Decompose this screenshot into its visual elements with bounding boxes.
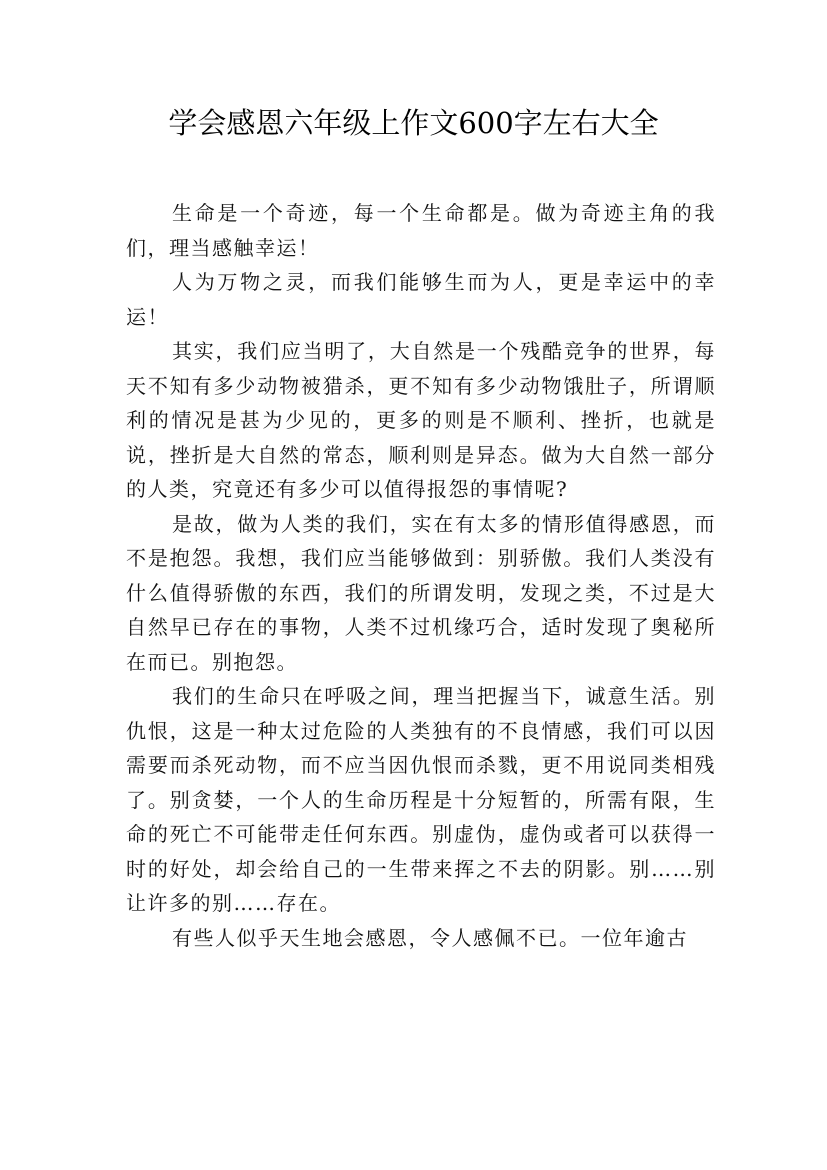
paragraph-5: 我们的生命只在呼吸之间，理当把握当下，诚意生活。别仇恨，这是一种太过危险的人类独有的不良情感，我们可以因需要而杀死动物，而不应当因仇恨而杀戮，更不用说同类相残了。别贪婪，一个人的生命历程是十分短暂的，所需有限，生命的死亡不可能带走任何东西。别虚伪，虚伪或者可以获得一时的好处，却会给自己的一生带来挥之不去的阴影。别……别让许多的别……存在。 xyxy=(126,684,716,915)
paragraph-1: 生命是一个奇迹，每一个生命都是。做为奇迹主角的我们，理当感触幸运！ xyxy=(126,201,716,260)
paragraph-4: 是故，做为人类的我们，实在有太多的情形值得感恩，而不是抱怨。我想，我们应当能够做到：别骄傲。我们人类没有什么值得骄傲的东西，我们的所谓发明，发现之类，不过是大自然早已存在的事物，人类不过机缘巧合，适时发现了奥秘所在而已。别抱怨。 xyxy=(126,511,716,674)
paragraph-6: 有些人似乎天生地会感恩，令人感佩不已。一位年逾古 xyxy=(172,925,688,950)
paragraph-3: 其实，我们应当明了，大自然是一个残酷竞争的世界，每天不知有多少动物被猎杀，更不知有多少动物饿肚子，所谓顺利的情况是甚为少见的，更多的则是不顺利、挫折，也就是说，挫折是大自然的常态，顺利则是异态。做为大自然一部分的人类，究竟还有多少可以值得报怨的事情呢? xyxy=(126,339,716,501)
paragraph-2: 人为万物之灵，而我们能够生而为人，更是幸运中的幸运！ xyxy=(126,270,716,329)
document-title: 学会感恩六年级上作文600字左右大全 xyxy=(168,106,659,140)
document-body xyxy=(126,196,716,955)
